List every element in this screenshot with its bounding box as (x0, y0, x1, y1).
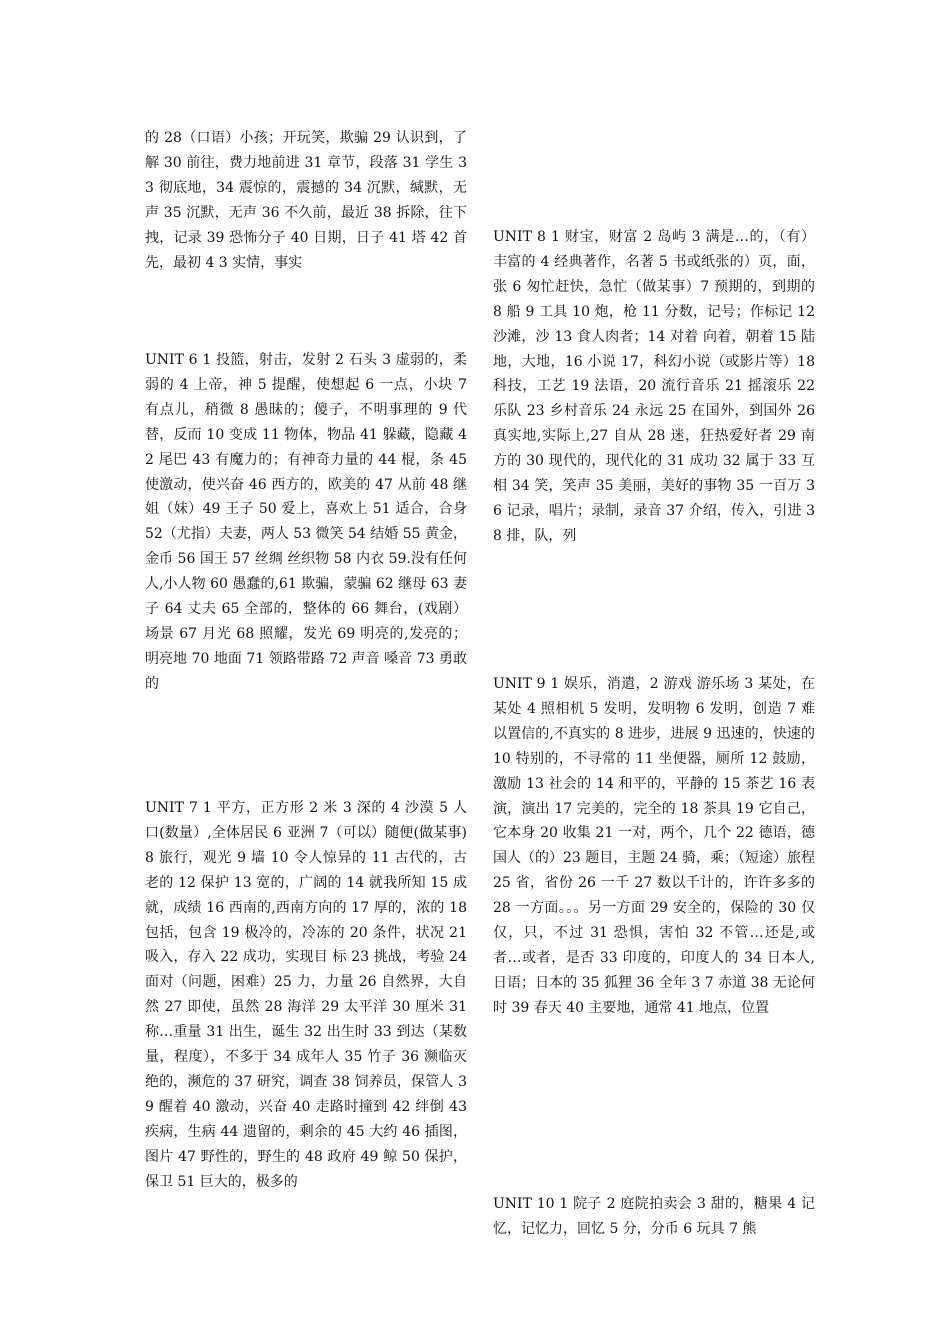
vocab-paragraph-unit10: UNIT 10 1 院子 2 庭院拍卖会 3 甜的，糖果 4 记忆，记忆力，回忆 5 分，分币 6 玩具 7 熊 (493, 1196, 815, 1237)
vocab-paragraph-unit5-continued: 的 28（口语）小孩；开玩笑，欺骗 29 认识到，了解 30 前往，费力地前进 31 章节，段落 31 学生 33 彻底地，34 震惊的，震撼的 34 沉默，缄默，无声 35 沉默，无声 36 不久前，最近 38 拆除，往下拽，记录 39 恐怖分子 40 日期，日子 41 塔 42 首先，最初 4 3 实情，事实 (145, 130, 467, 271)
vocab-paragraph-unit9: UNIT 9 1 娱乐，消遣，2 游戏 游乐场 3 某处，在某处 4 照相机 5 发明，发明物 6 发明，创造 7 难以置信的,不真实的 8 进步，进展 9 迅速的，快速的 10 特别的，不寻常的 11 坐便器，厕所 12 鼓励，激励 13 社会的 14 和平的，平静的 15 茶艺 16 表演，演出 17 完美的，完全的 18 茶具 19 它自己，它本身 20 收集 21 一对，两个，几个 22 德语，德国人（的）23 题目，主题 24 骑，乘；（短途）旅程 25 省，省份 26 一千 27 数以千计的，许许多多的 28 一方面。。。另一方面 29 安全的，保险的 30 仅仅，只，不过 31 恐惧，害怕 32 不管…还是,或者…或者，是否 33 印度的，印度人的 34 日本人,日语；日本的 35 狐狸 36 全年 3 7 赤道 38 无论何时 39 春天 40 主要地，通常 41 地点，位置 (493, 676, 815, 1016)
vocab-paragraph-unit6: UNIT 6 1 投篮，射击，发射 2 石头 3 虚弱的，柔弱的 4 上帝，神 5 提醒，使想起 6 一点，小块 7 有点儿，稍微 8 愚昧的；傻子，不明事理的 9 代替，反而 10 变成 11 物体，物品 41 躲藏，隐藏 42 尾巴 43 有魔力的；有神奇力量的 44 棍，条 45 使激动，使兴奋 46 西方的，欧美的 47 从前 48 继姐（妹）49 王子 50 爱上，喜欢上 51 适合，合身 52（尤指）夫妻，两人 53 微笑 54 结婚 55 黄金，金币 56 国王 57 丝绸 丝织物 58 内衣 59.没有任何人,小人物 60 愚蠢的,61 欺骗，蒙骗 62 继母 63 妻子 64 丈夫 65 全部的，整体的 66 舞台，(戏剧）场景 67 月光 68 照耀，发光 69 明亮的,发亮的；明亮地 70 地面 71 领路带路 72 声音 嗓音 73 勇敢的 (145, 352, 467, 692)
vocab-paragraph-unit8: UNIT 8 1 财宝，财富 2 岛屿 3 满是…的，（有）丰富的 4 经典著作，名著 5 书或纸张的）页，面，张 6 匆忙赶快，急忙（做某事）7 预期的，到期的 8 船 9 工具 10 炮，枪 11 分数，记号；作标记 12 沙滩，沙 13 食人肉者；14 对着 向着，朝着 15 陆地，大地，16 小说 17，科幻小说（或影片等）18 科技，工艺 19 法语，20 流行音乐 21 摇滚乐 22 乐队 23 乡村音乐 24 永远 25 在国外，到国外 26 真实地,实际上,27 自从 28 迷，狂热爱好者 29 南方的 30 现代的，现代化的 31 成功 32 属于 33 互相 34 笑，笑声 35 美丽，美好的事物 35 一百万 36 记录，唱片；录制，录音 37 介绍，传入，引进 38 排，队，列 (493, 229, 815, 544)
vocab-paragraph-unit7: UNIT 7 1 平方，正方形 2 米 3 深的 4 沙漠 5 人口(数量）,全体居民 6 亚洲 7（可以）随便(做某事)8 旅行，观光 9 墙 10 令人惊异的 11 古代的，古老的 12 保护 13 宽的，广阔的 14 就我所知 15 成就，成绩 16 西南的,西南方向的 17 厚的，浓的 18 包括，包含 19 极冷的，冷冻的 20 条件，状况 21 吸入，存入 22 成功，实现目 标 23 挑战，考验 24 面对（问题，困难）25 力，力量 26 自然界，大自然 27 即使，虽然 28 海洋 29 太平洋 30 厘米 31 称…重量 31 出生，诞生 32 出生时 33 到达（某数量，程度），不多于 34 成年人 35 竹子 36 濒临灭绝的，濒危的 37 研究，调查 38 饲养员，保管人 39 醒着 40 激动，兴奋 40 走路时撞到 42 绊倒 43 疾病，生病 44 遗留的，剩余的 45 大约 46 插图，图片 47 野性的，野生的 48 政府 49 鲸 50 保护，保卫 51 巨大的，极多的 (145, 800, 467, 1190)
